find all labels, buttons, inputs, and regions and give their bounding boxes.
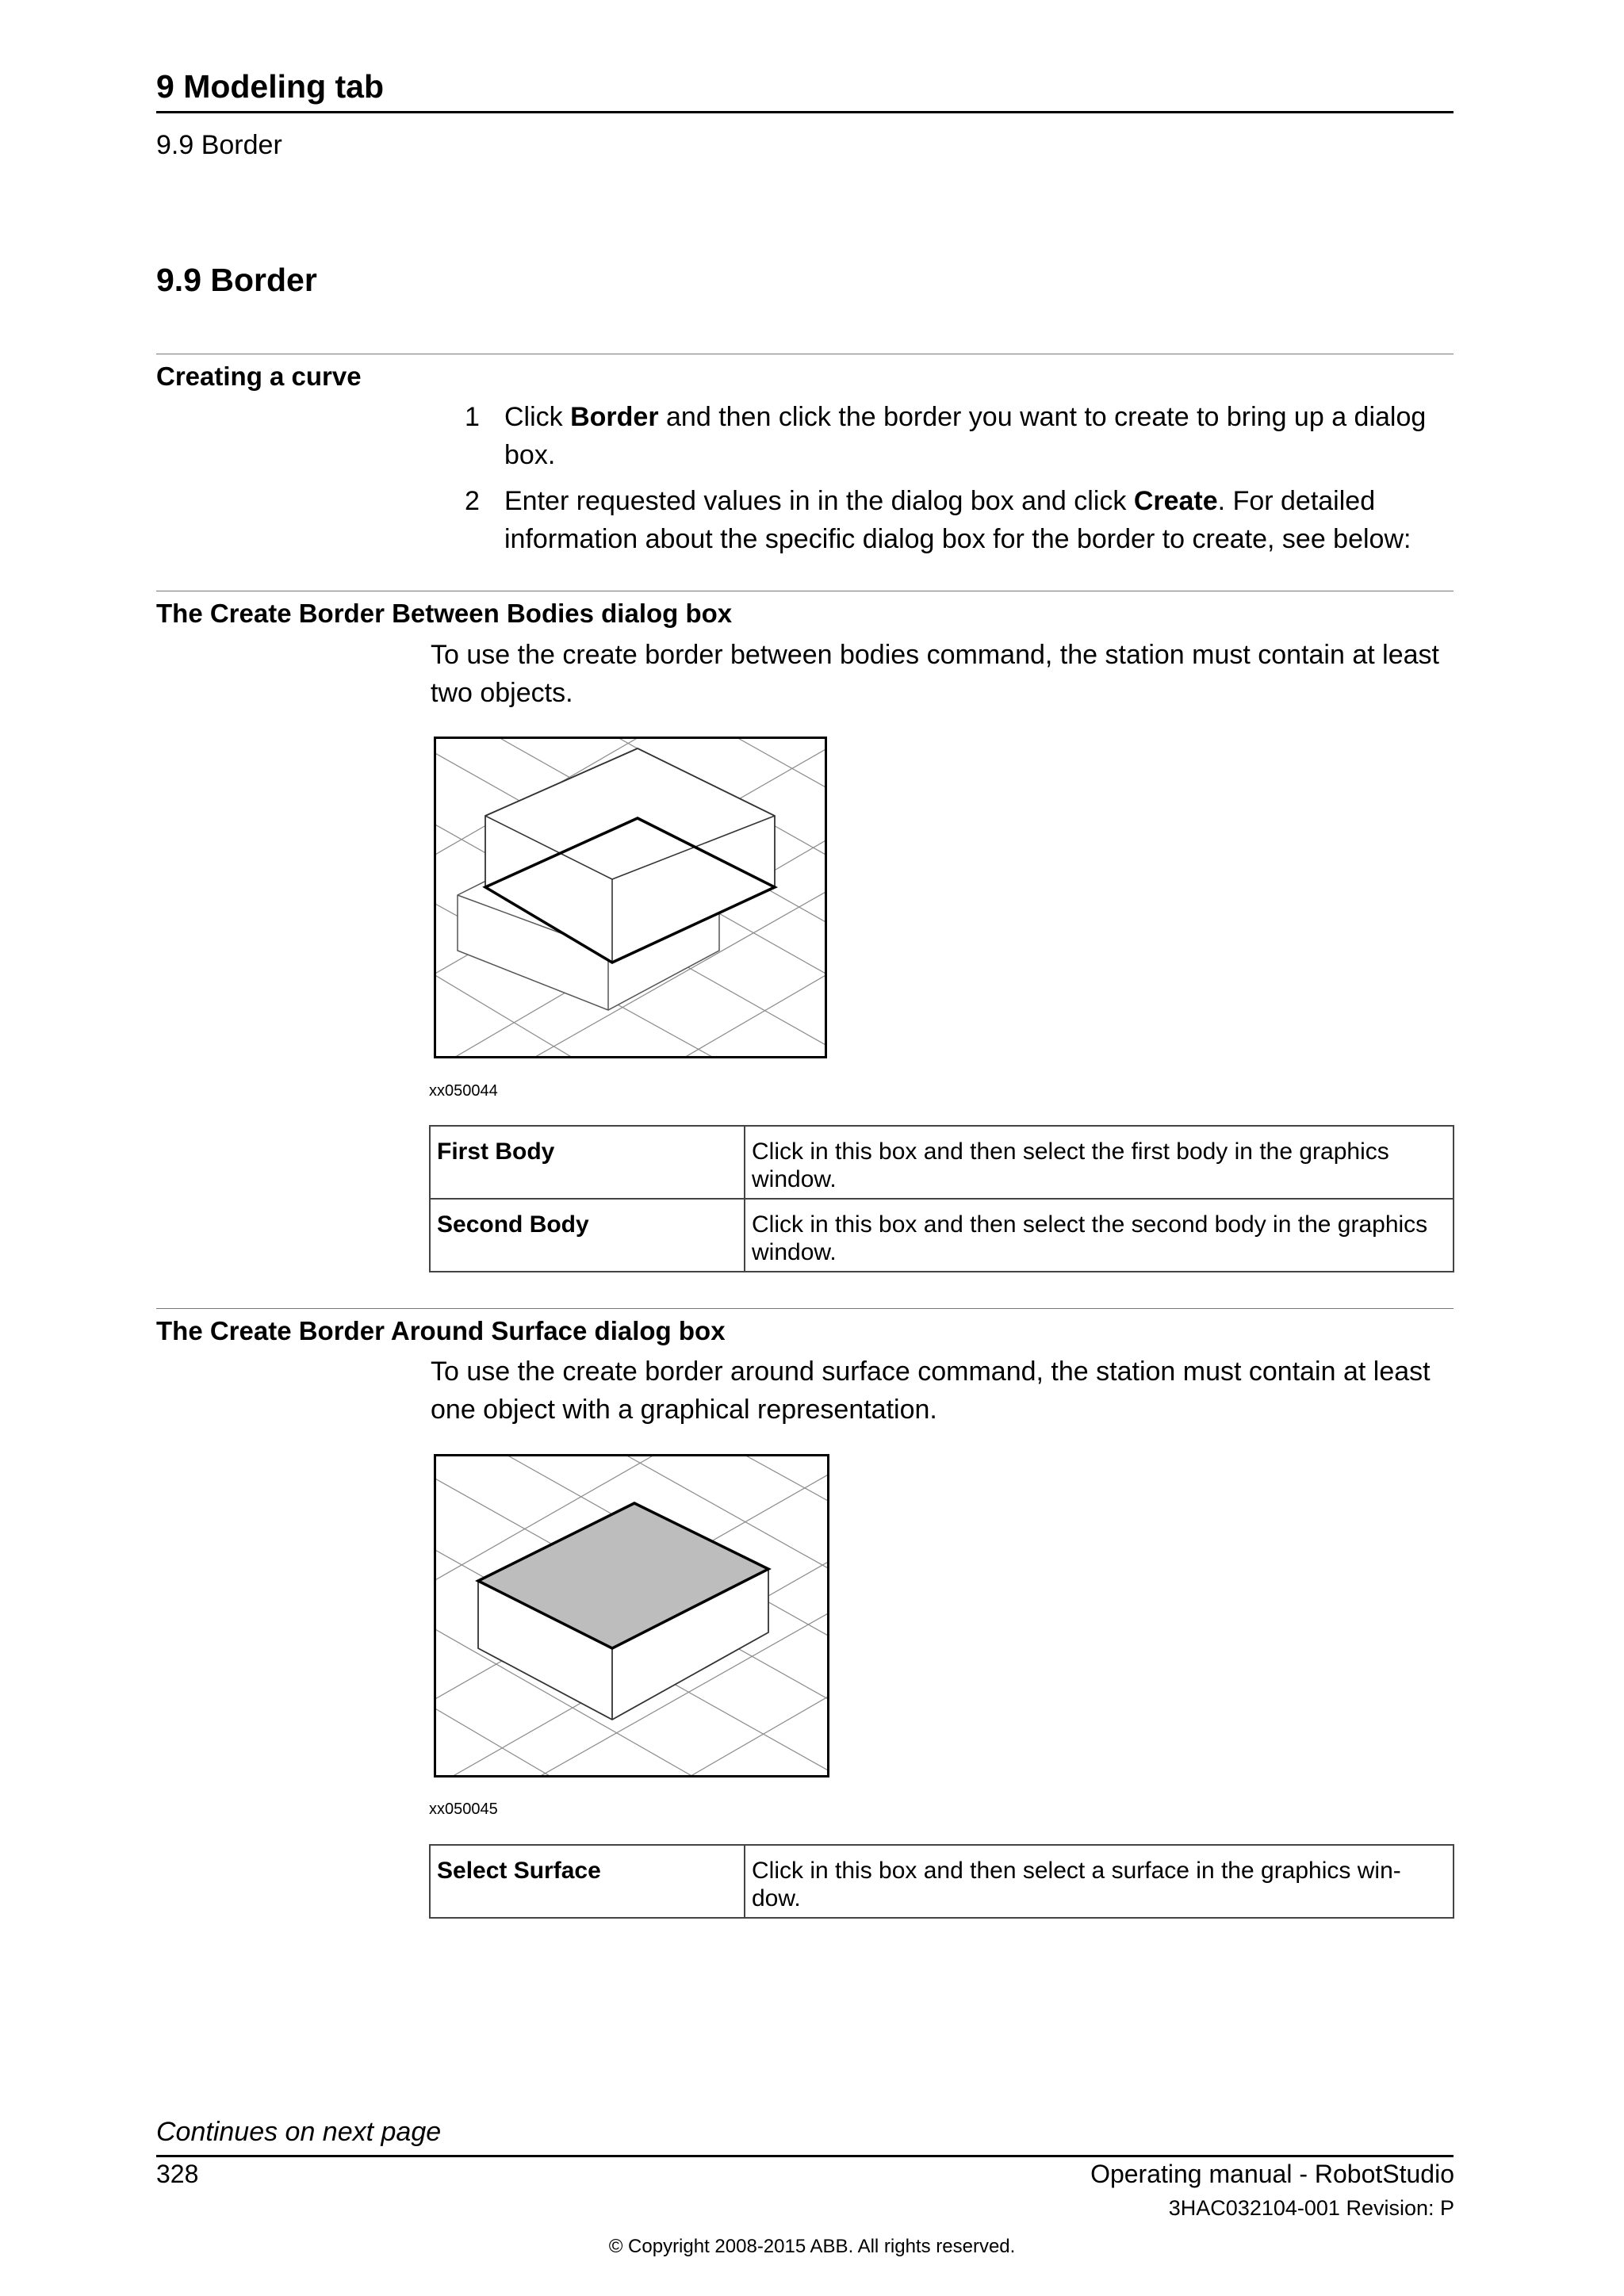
around-surface-heading: The Create Border Around Surface dialog box	[156, 1316, 726, 1345]
step-text-part: and then click the border you want to create to bring up a dialog box.	[504, 402, 1427, 470]
step-ui-term: Create	[1133, 486, 1218, 516]
around-surface-table	[429, 1844, 1454, 1919]
copyright: © Copyright 2008-2015 ABB. All rights reserved.	[608, 2236, 1016, 2257]
step-text	[504, 398, 1456, 474]
between-bodies-intro: To use the create border between bodies command, the station must contain at least two objects.	[431, 640, 1439, 708]
table-cell-desc: Click in this box and then select the second body in the graphics window.	[745, 1199, 1454, 1272]
header-rule	[156, 111, 1454, 113]
manual-title: Operating manual - RobotStudio	[1090, 2160, 1454, 2188]
table-row	[430, 1199, 1454, 1272]
step-text	[504, 482, 1456, 558]
table-cell-name: First Body	[430, 1126, 745, 1199]
document-id: 3HAC032104-001 Revision: P	[1168, 2196, 1454, 2220]
between-bodies-table	[429, 1125, 1454, 1272]
step-text-part: Click	[504, 402, 571, 432]
between-bodies-heading: The Create Border Between Bodies dialog box	[156, 599, 733, 628]
step-number: 1	[465, 402, 480, 432]
creating-curve-heading: Creating a curve	[156, 362, 362, 391]
section-divider	[156, 1308, 1454, 1309]
table-row	[430, 1845, 1454, 1918]
around-surface-intro: To use the create border around surface command, the station must contain at least one object with a graphical representation.	[431, 1357, 1431, 1425]
table-row	[430, 1126, 1454, 1199]
step-ui-term: Border	[570, 402, 659, 432]
figure-id: xx050045	[429, 1800, 498, 1818]
border-between-bodies-figure	[434, 737, 827, 1058]
footer-rule	[156, 2155, 1454, 2157]
step-text-part: . For detailed information about the specific dialog box for the border to create, see below:	[504, 486, 1411, 554]
step-number: 2	[465, 486, 480, 516]
border-around-surface-figure	[434, 1454, 829, 1777]
chapter-title: 9 Modeling tab	[156, 68, 384, 105]
table-cell-name: Second Body	[430, 1199, 745, 1272]
page-number: 328	[156, 2160, 199, 2188]
header-subsection: 9.9 Border	[156, 130, 282, 160]
table-cell-desc: Click in this box and then select the first body in the graphics window.	[745, 1126, 1454, 1199]
figure-id: xx050044	[429, 1082, 498, 1100]
section-title: 9.9 Border	[156, 262, 317, 298]
continues-note: Continues on next page	[156, 2117, 442, 2147]
table-cell-name: Select Surface	[430, 1845, 745, 1918]
table-cell-desc: Click in this box and then select a surface in the graphics win-dow.	[745, 1845, 1454, 1918]
step-text-part: Enter requested values in in the dialog box and click	[504, 486, 1134, 516]
